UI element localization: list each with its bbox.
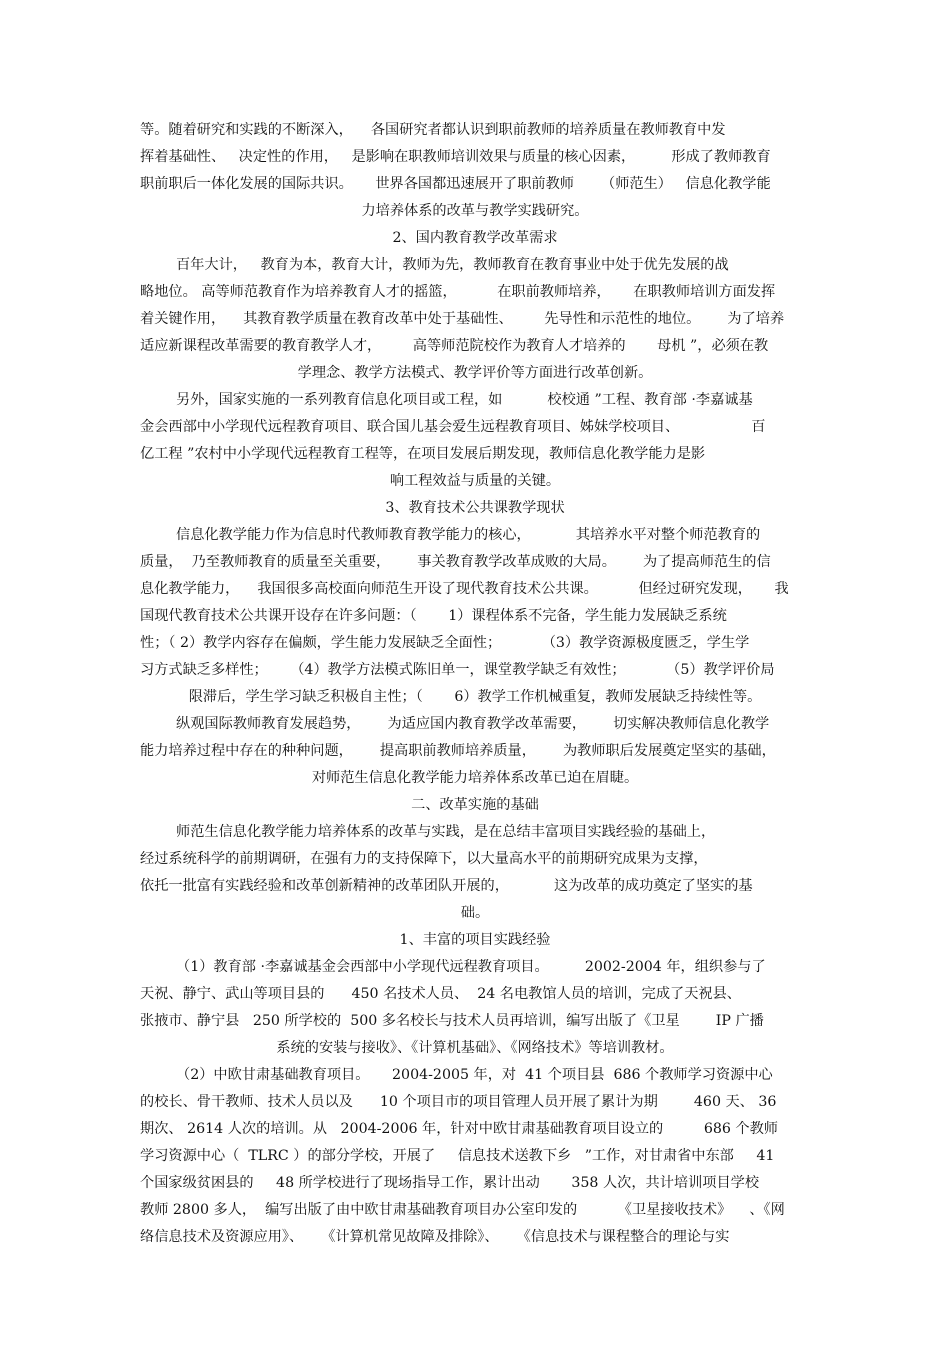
text-line: 百年大计， 教育为本，教育大计，教师为先，教师教育在教育事业中处于优先发展的战 (176, 257, 729, 273)
text-line: 性；（ 2）教学内容存在偏颇，学生能力发展缺乏全面性； （3）教学资源极度匮乏，学生学 (140, 635, 750, 651)
text-line: 天祝、静宁、武山等项目县的 450 名技术人员、 24 名电教馆人员的培训，完成了天祝县、 (140, 986, 741, 1002)
text-line: 略地位。 高等师范教育作为培养教育人才的摇篮， 在职前教师培养， 在职教师培训方面发挥 (140, 284, 776, 300)
text-line: 质量， 乃至教师教育的质量至关重要， 事关教育教学改革成败的大局。 为了提高师范生的信 (140, 554, 771, 570)
text-line: 等。随着研究和实践的不断深入， 各国研究者都认识到职前教师的培养质量在教师教育中发 (140, 122, 726, 138)
centered-line: 对师范生信息化教学能力培养体系改革已迫在眉睫。 (311, 770, 639, 786)
text-line: 张掖市、静宁县 250 所学校的 500 多名校长与技术人员再培训，编写出版了《卫星 IP 广播 (140, 1013, 764, 1029)
text-line: 师范生信息化教学能力培养体系的改革与实践，是在总结丰富项目实践经验的基础上， (176, 824, 716, 840)
text-line: 依托一批富有实践经验和改革创新精神的改革团队开展的， 这为改革的成功奠定了坚实的基 (140, 878, 753, 894)
text-line: 适应新课程改革需要的教育教学人才， 高等师范院校作为教育人才培养的 母机 ”，必须在教 (140, 338, 769, 354)
text-line: 国现代教育技术公共课开设存在许多问题：（ 1）课程体系不完备，学生能力发展缺乏系统 (140, 608, 727, 624)
text-line: 亿工程 ”农村中小学现代远程教育工程等，在项目发展后期发现，教师信息化教学能力是影 (140, 446, 706, 462)
centered-line: 2、国内教育教学改革需求 (392, 230, 558, 246)
text-line: 着关键作用， 其教育教学质量在教育改革中处于基础性、 先导性和示范性的地位。 为了培养 (140, 311, 785, 327)
text-line: 习方式缺乏多样性； （4）教学方法模式陈旧单一，课堂教学缺乏有效性； （5）教学评价局 (140, 662, 775, 678)
text-line: 期次、 2614 人次的培训。从 2004-2006 年，针对中欧甘肃基础教育项目设立的 686 个教师 (140, 1121, 778, 1137)
text-line: 经过系统科学的前期调研，在强有力的支持保障下，以大量高水平的前期研究成果为支撑， (140, 851, 708, 867)
text-line: （1）教育部 ·李嘉诚基金会西部中小学现代远程教育项目。 2002-2004 年，组织参与了 (176, 959, 766, 975)
centered-line: 二、改革实施的基础 (411, 797, 539, 813)
text-line: 教师 2800 多人， 编写出版了由中欧甘肃基础教育项目办公室印发的 《卫星接收技术》 、《网 (140, 1202, 785, 1218)
text-line: 金会西部中小学现代远程教育项目、联合国儿基会爱生远程教育项目、姊妹学校项目、 百 (140, 419, 766, 435)
text-line: 学习资源中心（ TLRC ）的部分学校，开展了 信息技术送教下乡 ”工作，对甘肃省中东部 41 (140, 1148, 775, 1164)
text-line: 挥着基础性、 决定性的作用， 是影响在职教师培训效果与质量的核心因素， 形成了教师教育 (140, 149, 771, 165)
text-line: （2）中欧甘肃基础教育项目。 2004-2005 年，对 41 个项目县 686 个教师学习资源中心 (176, 1067, 773, 1083)
centered-line: 3、教育技术公共课教学现状 (385, 500, 565, 516)
text-line: 个国家级贫困县的 48 所学校进行了现场指导工作，累计出动 358 人次，共计培训项目学校 (140, 1175, 760, 1191)
centered-line: 学理念、教学方法模式、教学评价等方面进行改革创新。 (297, 365, 653, 381)
text-line: 另外，国家实施的一系列教育信息化项目或工程，如 校校通 ”工程、教育部 ·李嘉诚基 (176, 392, 753, 408)
centered-line: 系统的安装与接收》、《计算机基础》、《网络技术》等培训教材。 (276, 1040, 674, 1056)
centered-line: 响工程效益与质量的关键。 (389, 473, 561, 489)
text-line: 息化教学能力， 我国很多高校面向师范生开设了现代教育技术公共课。 但经过研究发现， 我 (140, 581, 789, 597)
text-line: 职前职后一体化发展的国际共识。 世界各国都迅速展开了职前教师 （师范生） 信息化教学能 (140, 176, 771, 192)
centered-line: 础。 (460, 905, 490, 921)
centered-line: 力培养体系的改革与教学实践研究。 (361, 203, 589, 219)
centered-line: 1、丰富的项目实践经验 (399, 932, 551, 948)
text-line: 信息化教学能力作为信息时代教师教育教学能力的核心， 其培养水平对整个师范教育的 (176, 527, 761, 543)
text-line: 纵观国际教师教育发展趋势， 为适应国内教育教学改革需要， 切实解决教师信息化教学 (176, 716, 770, 732)
text-line: 络信息技术及资源应用》、 《计算机常见故障及排除》、 《信息技术与课程整合的理论与实 (140, 1229, 730, 1245)
text-line: 的校长、骨干教师、技术人员以及 10 个项目市的项目管理人员开展了累计为期 460 天、 36 (140, 1094, 777, 1110)
text-line: 能力培养过程中存在的种种问题， 提高职前教师培养质量， 为教师职后发展奠定坚实的基础， (140, 743, 776, 759)
centered-line: 限滞后，学生学习缺乏积极自主性；（ 6）教学工作机械重复，教师发展缺乏持续性等。 (188, 689, 762, 705)
